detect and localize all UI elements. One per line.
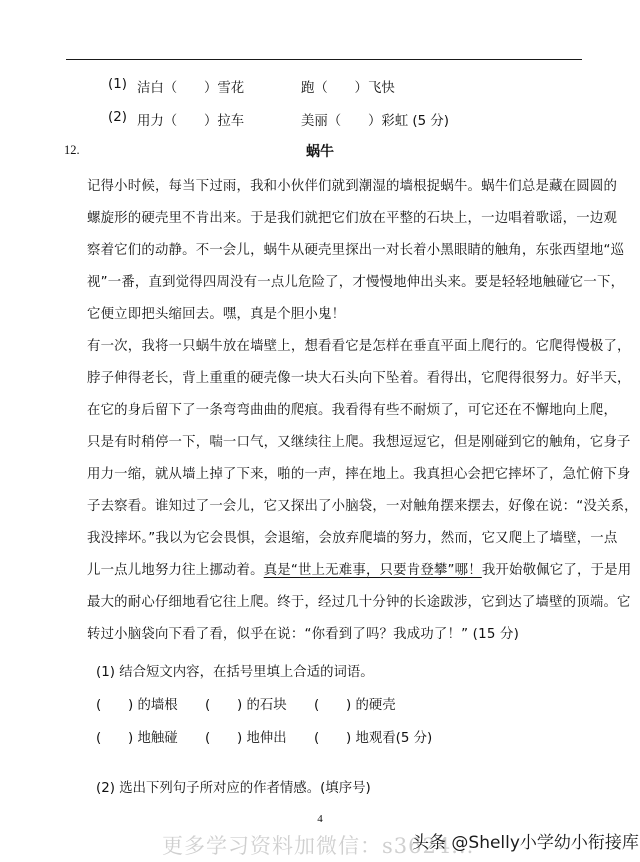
prev-row-2-left: 用力（ ）拉车 [137,114,245,129]
fill-blank-item: ( ) 的石块 [205,698,287,713]
prev-row-1-left: 洁白（ ）雪花 [137,81,245,96]
prev-row-1-right: 跑（ ）飞快 [301,81,395,96]
passage-line: 有一次，我将一只蜗牛放在墙壁上，想看看它是怎样在垂直平面上爬行的。它爬得慢极了， [87,339,631,354]
passage-line: 螺旋形的硬壳里不肯出来。于是我们就把它们放在平整的石块上，一边唱着歌谣，一边观 [87,211,618,226]
prev-row-2-num: (2) [108,110,127,125]
watermark-text: 更多学习资料加微信：s3624... [162,834,475,858]
passage-segment: 我开始敬佩它了，于是用 [481,563,632,578]
passage-line-underlined [87,559,631,578]
header-rule [66,59,582,60]
passage-title: 蜗牛 [306,144,334,160]
fill-blank-item: ( ) 地伸出 [205,731,287,746]
prev-row-1-num: (1) [108,77,127,92]
passage-line: 最大的耐心仔细地看它往上爬。终于，经过几十分钟的长途跋涉，它到达了墙壁的顶端。它 [87,595,631,610]
passage-line: 我没摔坏。”我以为它会畏惧，会退缩，会放弃爬墙的努力，然而，它又爬上了墙壁，一点 [87,531,618,546]
source-credit: 头条 @Shelly小学幼小衔接库 [412,833,639,853]
passage-line: 用力一缩，就从墙上掉了下来，啪的一声，摔在地上。我真担心会把它摔坏了，急忙俯下身 [87,467,631,482]
passage-line: 子去察看。谁知过了一会儿，它又探出了小脑袋，一对触角摆来摆去，好像在说：“没关系， [87,499,638,514]
passage-line: 记得小时候，每当下过雨，我和小伙伴们就到潮湿的墙根捉蜗牛。蜗牛们总是藏在圆圆的 [87,179,618,194]
fill-blank-item: ( ) 的墙根 [96,698,178,713]
fill-blank-item: ( ) 地观看(5 分) [314,731,433,746]
passage-line: 脖子伸得老长，背上重重的硬壳像一块大石头向下坠着。看得出，它爬得很努力。好半天， [87,371,631,386]
sub-question-2-prompt: (2) 选出下列句子所对应的作者情感。(填序号) [96,781,371,796]
passage-line: 视”一番，直到觉得四周没有一点儿危险了，才慢慢地伸出头来。要是轻轻地触碰它一下， [87,275,625,290]
passage-line: 只是有时稍停一下，喘一口气，又继续往上爬。我想逗逗它，但是刚碰到它的触角，它身子 [87,435,631,450]
fill-blank-item: ( ) 地触碰 [96,731,178,746]
sub-question-1-prompt: (1) 结合短文内容，在括号里填上合适的词语。 [96,665,374,680]
page-number: 4 [317,813,323,825]
passage-line: 在它的身后留下了一条弯弯曲曲的爬痕。我看得有些不耐烦了，可它还在不懈地向上爬， [87,403,618,418]
underlined-sentence: 真是“世上无难事，只要肯登攀”哪！ [263,563,482,578]
passage-line: 察着它们的动静。不一会儿，蜗牛从硬壳里探出一对长着小黑眼睛的触角，东张西望地“巡 [87,243,625,258]
prev-row-2-right: 美丽（ ）彩虹 (5 分) [301,114,449,129]
passage-line: 它便立即把头缩回去。嘿，真是个胆小鬼！ [87,307,346,322]
passage-segment: 儿一点儿地努力往上挪动着。 [87,563,264,578]
fill-blank-item: ( ) 的硬壳 [314,698,396,713]
passage-line: 转过小脑袋向下看了看，似乎在说：“你看到了吗？我成功了！” (15 分) [87,627,520,642]
question-number: 12. [64,143,80,157]
